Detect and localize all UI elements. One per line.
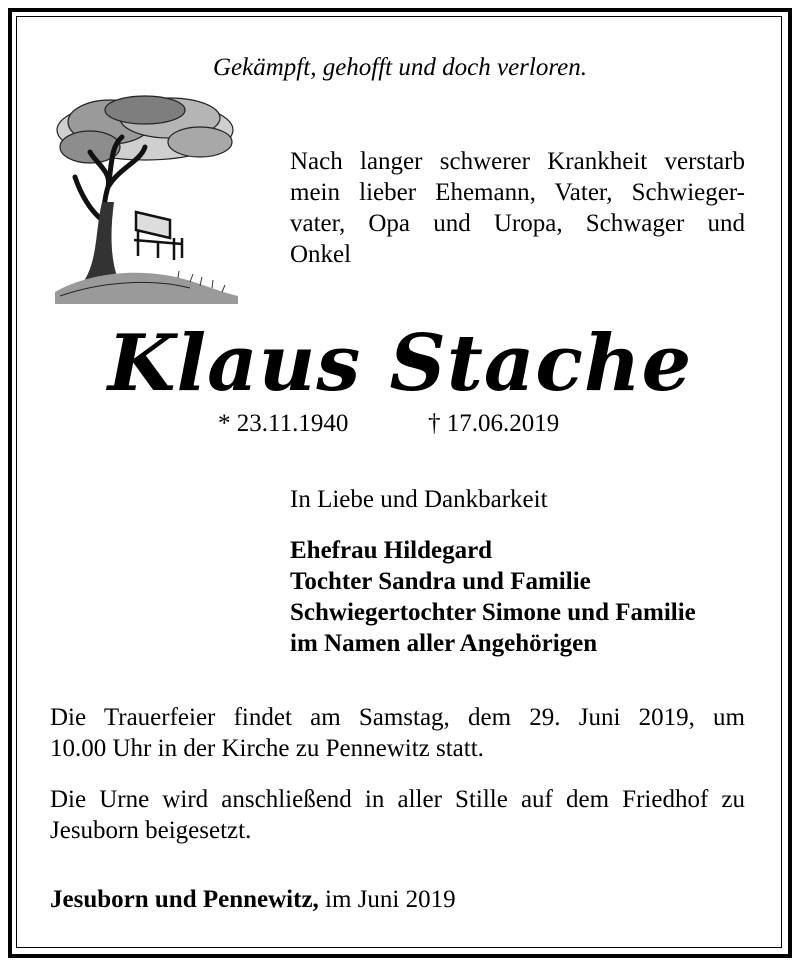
mourner: Schwiegertochter Simone und Familie <box>290 599 696 626</box>
mourner: Ehefrau Hildegard <box>290 537 493 564</box>
deceased-name: Klaus Stache <box>107 318 693 409</box>
mourner: Tochter Sandra und Familie <box>290 568 591 595</box>
birth-date: * 23.11.1940 <box>218 410 349 437</box>
death-date: † 17.06.2019 <box>428 410 560 437</box>
announcement-line: mein lieber Ehemann, Vater, Schwieger- <box>290 179 745 206</box>
motto: Gekämpft, gehofft und doch verloren. <box>213 54 587 81</box>
ceremony-line: Die Trauerfeier findet am Samstag, dem 29. Juni 2019, um <box>50 704 745 731</box>
mourners-list <box>290 535 696 659</box>
burial-notice <box>50 784 745 846</box>
dedication: In Liebe und Dankbarkeit <box>290 486 548 513</box>
announcement-line: Onkel <box>290 241 352 268</box>
tree-with-bench-illustration <box>50 92 240 304</box>
announcement-line: Nach langer schwerer Krankheit verstarb <box>290 148 745 175</box>
burial-line: Die Urne wird anschließend in aller Stille auf dem Friedhof zu <box>50 786 745 813</box>
burial-line: Jesuborn beigesetzt. <box>50 817 252 844</box>
announcement-text <box>290 146 745 270</box>
signature-date: im Juni 2019 <box>325 886 456 913</box>
signature-line <box>50 886 456 914</box>
signature-place: Jesuborn und Pennewitz, <box>50 886 319 913</box>
ceremony-notice <box>50 702 745 764</box>
announcement-line: vater, Opa und Uropa, Schwager und <box>290 210 745 237</box>
ceremony-line: 10.00 Uhr in der Kirche zu Pennewitz statt. <box>50 735 484 762</box>
mourner: im Namen aller Angehörigen <box>290 630 598 657</box>
